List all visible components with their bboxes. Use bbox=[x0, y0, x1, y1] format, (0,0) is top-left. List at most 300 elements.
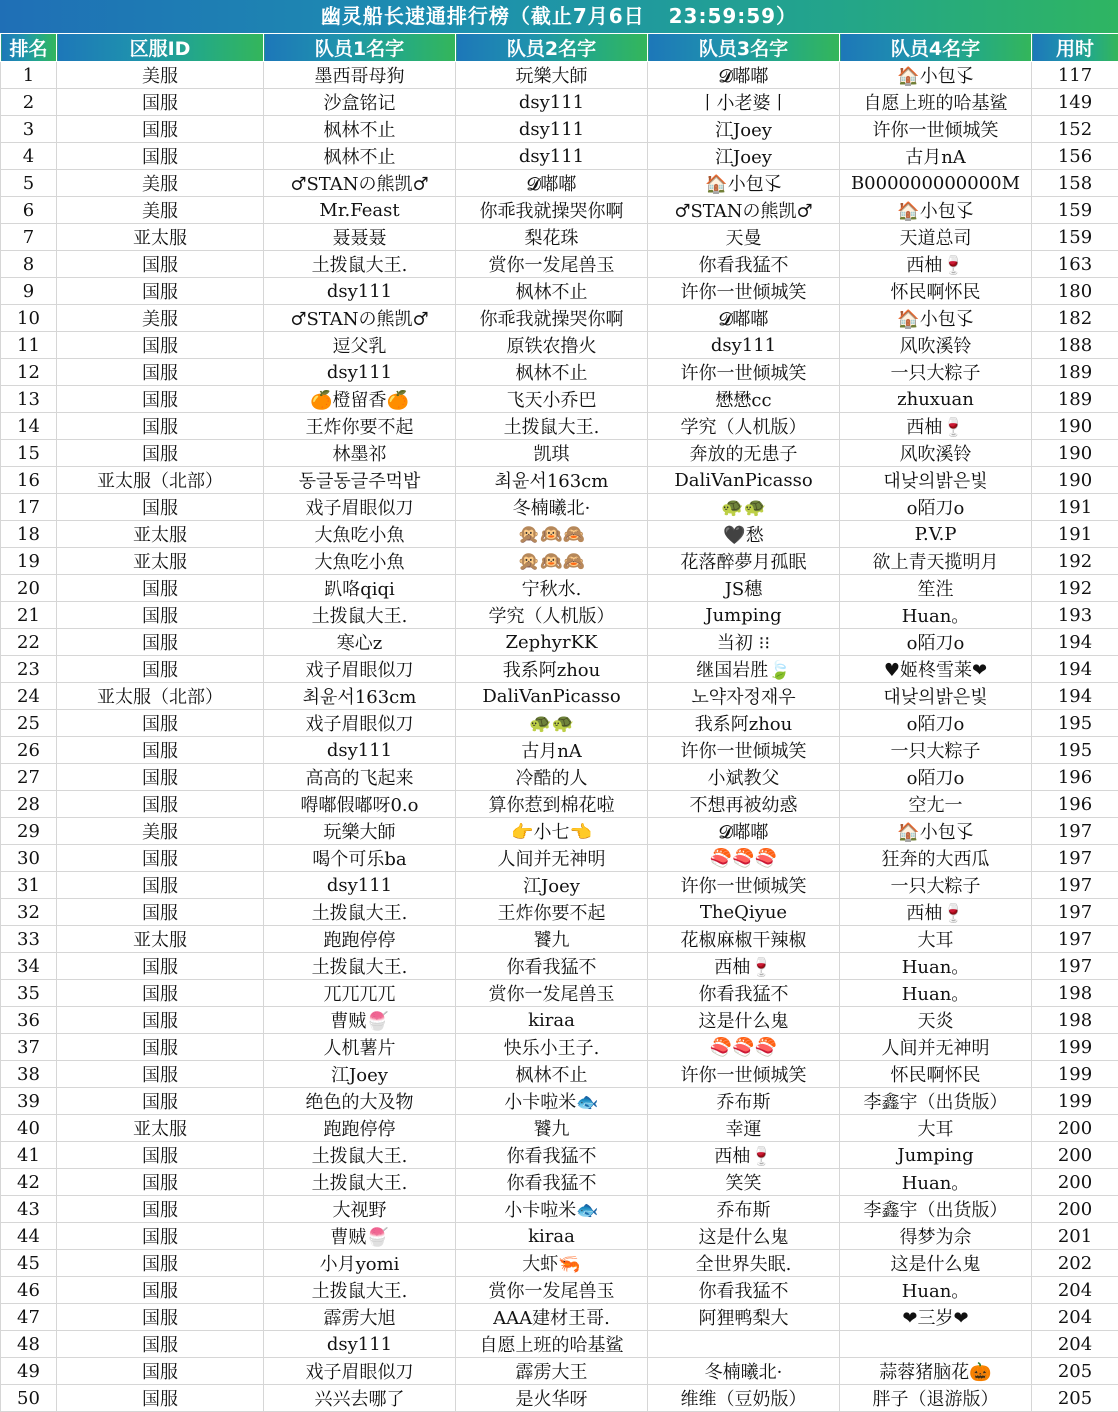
region-cell[interactable]: 亚太服（北部） bbox=[57, 467, 264, 494]
rank-cell[interactable]: 18 bbox=[1, 521, 57, 548]
member4-cell[interactable]: o陌刀o bbox=[840, 764, 1032, 791]
time-cell[interactable]: 198 bbox=[1032, 1007, 1118, 1034]
rank-cell[interactable]: 22 bbox=[1, 629, 57, 656]
member3-cell[interactable]: 当初 ⁝⁝ bbox=[648, 629, 840, 656]
member1-cell[interactable]: 兀兀兀兀 bbox=[264, 980, 456, 1007]
member4-cell[interactable]: Huan。 bbox=[840, 1277, 1032, 1304]
member4-cell[interactable]: 🏠小包孓 bbox=[840, 818, 1032, 845]
member3-cell[interactable]: 小斌教父 bbox=[648, 764, 840, 791]
member3-cell[interactable]: 西柚🍷 bbox=[648, 953, 840, 980]
region-cell[interactable]: 国服 bbox=[57, 494, 264, 521]
member1-cell[interactable]: 趴咯qiqi bbox=[264, 575, 456, 602]
table-row[interactable] bbox=[1, 629, 1118, 656]
rank-cell[interactable]: 11 bbox=[1, 332, 57, 359]
rank-cell[interactable]: 2 bbox=[1, 89, 57, 116]
member4-cell[interactable]: 自愿上班的哈基鲨 bbox=[840, 89, 1032, 116]
rank-cell[interactable]: 15 bbox=[1, 440, 57, 467]
member1-cell[interactable]: 戏子眉眼似刀 bbox=[264, 1358, 456, 1385]
member1-cell[interactable]: dsy111 bbox=[264, 737, 456, 764]
rank-cell[interactable]: 32 bbox=[1, 899, 57, 926]
member2-cell[interactable]: 赏你一发尾兽玉 bbox=[456, 251, 648, 278]
region-cell[interactable]: 国服 bbox=[57, 1223, 264, 1250]
member3-cell[interactable]: 🍣🍣🍣 bbox=[648, 1034, 840, 1061]
rank-cell[interactable]: 28 bbox=[1, 791, 57, 818]
member3-cell[interactable]: 江Joey bbox=[648, 143, 840, 170]
region-cell[interactable]: 国服 bbox=[57, 359, 264, 386]
table-row[interactable] bbox=[1, 143, 1118, 170]
table-row[interactable] bbox=[1, 224, 1118, 251]
member4-cell[interactable]: zhuxuan bbox=[840, 386, 1032, 413]
member2-cell[interactable]: 你看我猛不 bbox=[456, 953, 648, 980]
member3-cell[interactable]: 阿狸鸭梨大 bbox=[648, 1304, 840, 1331]
member4-cell[interactable]: o陌刀o bbox=[840, 494, 1032, 521]
member1-cell[interactable]: 土拨鼠大王. bbox=[264, 899, 456, 926]
time-cell[interactable]: 198 bbox=[1032, 980, 1118, 1007]
member1-cell[interactable]: 土拨鼠大王. bbox=[264, 953, 456, 980]
region-cell[interactable]: 国服 bbox=[57, 629, 264, 656]
member1-cell[interactable]: ♂STANの熊凯♂ bbox=[264, 170, 456, 197]
member4-cell[interactable]: 李鑫宇（出货版） bbox=[840, 1088, 1032, 1115]
rank-cell[interactable]: 24 bbox=[1, 683, 57, 710]
member2-cell[interactable]: 你看我猛不 bbox=[456, 1169, 648, 1196]
member1-cell[interactable]: 大视野 bbox=[264, 1196, 456, 1223]
member2-cell[interactable]: 冷酷的人 bbox=[456, 764, 648, 791]
member4-cell[interactable]: Huan。 bbox=[840, 1169, 1032, 1196]
member2-cell[interactable]: ZephyrKK bbox=[456, 629, 648, 656]
member2-cell[interactable]: 江Joey bbox=[456, 872, 648, 899]
member3-cell[interactable]: 🐢🐢 bbox=[648, 494, 840, 521]
member2-cell[interactable]: 王炸你要不起 bbox=[456, 899, 648, 926]
member3-cell[interactable]: 我系阿zhou bbox=[648, 710, 840, 737]
member3-cell[interactable]: 维维（豆奶版） bbox=[648, 1385, 840, 1412]
rank-cell[interactable]: 33 bbox=[1, 926, 57, 953]
member3-cell[interactable]: Jumping bbox=[648, 602, 840, 629]
time-cell[interactable]: 199 bbox=[1032, 1034, 1118, 1061]
rank-cell[interactable]: 9 bbox=[1, 278, 57, 305]
member4-cell[interactable]: 这是什么鬼 bbox=[840, 1250, 1032, 1277]
region-cell[interactable]: 国服 bbox=[57, 953, 264, 980]
rank-cell[interactable]: 27 bbox=[1, 764, 57, 791]
time-cell[interactable]: 163 bbox=[1032, 251, 1118, 278]
member1-cell[interactable]: 跑跑停停 bbox=[264, 1115, 456, 1142]
table-row[interactable] bbox=[1, 737, 1118, 764]
member3-cell[interactable]: 许你一世倾城笑 bbox=[648, 278, 840, 305]
member3-cell[interactable]: 冬楠曦北· bbox=[648, 1358, 840, 1385]
table-row[interactable] bbox=[1, 845, 1118, 872]
region-cell[interactable]: 国服 bbox=[57, 1034, 264, 1061]
member4-cell[interactable]: 🏠小包孓 bbox=[840, 62, 1032, 89]
member1-cell[interactable]: 土拨鼠大王. bbox=[264, 251, 456, 278]
region-cell[interactable]: 亚太服 bbox=[57, 224, 264, 251]
member1-cell[interactable]: 曹贼🍧 bbox=[264, 1007, 456, 1034]
member4-cell[interactable]: o陌刀o bbox=[840, 710, 1032, 737]
member2-cell[interactable]: 枫林不止 bbox=[456, 359, 648, 386]
member1-cell[interactable]: 王炸你要不起 bbox=[264, 413, 456, 440]
table-row[interactable] bbox=[1, 575, 1118, 602]
region-cell[interactable]: 国服 bbox=[57, 1007, 264, 1034]
member1-cell[interactable]: 高高的飞起来 bbox=[264, 764, 456, 791]
table-row[interactable] bbox=[1, 197, 1118, 224]
member2-cell[interactable]: 枫林不止 bbox=[456, 278, 648, 305]
region-cell[interactable]: 国服 bbox=[57, 440, 264, 467]
rank-cell[interactable]: 5 bbox=[1, 170, 57, 197]
time-cell[interactable]: 159 bbox=[1032, 197, 1118, 224]
member2-cell[interactable]: 古月nA bbox=[456, 737, 648, 764]
member2-cell[interactable]: 小卡啦米🐟 bbox=[456, 1196, 648, 1223]
member3-cell[interactable]: JS穗 bbox=[648, 575, 840, 602]
member2-cell[interactable]: 你看我猛不 bbox=[456, 1142, 648, 1169]
time-cell[interactable]: 189 bbox=[1032, 386, 1118, 413]
time-cell[interactable]: 200 bbox=[1032, 1142, 1118, 1169]
table-row[interactable] bbox=[1, 413, 1118, 440]
region-cell[interactable]: 国服 bbox=[57, 899, 264, 926]
table-row[interactable] bbox=[1, 710, 1118, 737]
member1-cell[interactable]: 林墨祁 bbox=[264, 440, 456, 467]
member4-cell[interactable]: Huan。 bbox=[840, 602, 1032, 629]
region-cell[interactable]: 国服 bbox=[57, 143, 264, 170]
table-row[interactable] bbox=[1, 386, 1118, 413]
table-row[interactable] bbox=[1, 1196, 1118, 1223]
region-cell[interactable]: 国服 bbox=[57, 656, 264, 683]
region-cell[interactable]: 国服 bbox=[57, 89, 264, 116]
member2-cell[interactable]: 自愿上班的哈基鲨 bbox=[456, 1331, 648, 1358]
rank-cell[interactable]: 26 bbox=[1, 737, 57, 764]
rank-cell[interactable]: 35 bbox=[1, 980, 57, 1007]
rank-cell[interactable]: 12 bbox=[1, 359, 57, 386]
member1-cell[interactable]: 寒心z bbox=[264, 629, 456, 656]
region-cell[interactable]: 国服 bbox=[57, 1142, 264, 1169]
member3-cell[interactable]: 西柚🍷 bbox=[648, 1142, 840, 1169]
member2-cell[interactable]: dsy111 bbox=[456, 116, 648, 143]
rank-cell[interactable]: 8 bbox=[1, 251, 57, 278]
rank-cell[interactable]: 23 bbox=[1, 656, 57, 683]
rank-cell[interactable]: 36 bbox=[1, 1007, 57, 1034]
member3-cell[interactable]: 这是什么鬼 bbox=[648, 1007, 840, 1034]
rank-cell[interactable]: 10 bbox=[1, 305, 57, 332]
member3-cell[interactable]: 不想再被幼惑 bbox=[648, 791, 840, 818]
member3-cell[interactable]: 许你一世倾城笑 bbox=[648, 872, 840, 899]
region-cell[interactable]: 国服 bbox=[57, 386, 264, 413]
rank-cell[interactable]: 16 bbox=[1, 467, 57, 494]
member4-cell[interactable]: 天道总司 bbox=[840, 224, 1032, 251]
rank-cell[interactable]: 46 bbox=[1, 1277, 57, 1304]
member2-cell[interactable]: dsy111 bbox=[456, 89, 648, 116]
member2-cell[interactable]: 𝓓嘟嘟 bbox=[456, 170, 648, 197]
rank-cell[interactable]: 38 bbox=[1, 1061, 57, 1088]
member1-cell[interactable]: 戏子眉眼似刀 bbox=[264, 710, 456, 737]
time-cell[interactable]: 196 bbox=[1032, 764, 1118, 791]
table-row[interactable] bbox=[1, 872, 1118, 899]
region-cell[interactable]: 国服 bbox=[57, 845, 264, 872]
member2-cell[interactable]: 枫林不止 bbox=[456, 1061, 648, 1088]
member3-cell[interactable]: 你看我猛不 bbox=[648, 1277, 840, 1304]
table-row[interactable] bbox=[1, 602, 1118, 629]
time-cell[interactable]: 199 bbox=[1032, 1088, 1118, 1115]
member1-cell[interactable]: 小月yomi bbox=[264, 1250, 456, 1277]
member4-cell[interactable]: 대낮의밝은빛 bbox=[840, 467, 1032, 494]
member3-cell[interactable]: DaliVanPicasso bbox=[648, 467, 840, 494]
time-cell[interactable]: 180 bbox=[1032, 278, 1118, 305]
member4-cell[interactable]: 大耳 bbox=[840, 926, 1032, 953]
region-cell[interactable]: 国服 bbox=[57, 791, 264, 818]
region-cell[interactable]: 美服 bbox=[57, 818, 264, 845]
table-row[interactable] bbox=[1, 332, 1118, 359]
member4-cell[interactable]: 蒜蓉猪脑花🎃 bbox=[840, 1358, 1032, 1385]
member2-cell[interactable]: 土拨鼠大王. bbox=[456, 413, 648, 440]
table-row[interactable] bbox=[1, 1034, 1118, 1061]
table-row[interactable] bbox=[1, 764, 1118, 791]
member4-cell[interactable]: o陌刀o bbox=[840, 629, 1032, 656]
member1-cell[interactable]: dsy111 bbox=[264, 359, 456, 386]
member4-cell[interactable]: 许你一世倾城笑 bbox=[840, 116, 1032, 143]
member2-cell[interactable]: AAA建材王哥. bbox=[456, 1304, 648, 1331]
time-cell[interactable]: 188 bbox=[1032, 332, 1118, 359]
rank-cell[interactable]: 34 bbox=[1, 953, 57, 980]
region-cell[interactable]: 国服 bbox=[57, 1331, 264, 1358]
rank-cell[interactable]: 21 bbox=[1, 602, 57, 629]
rank-cell[interactable]: 29 bbox=[1, 818, 57, 845]
member3-cell[interactable]: 全世界失眠. bbox=[648, 1250, 840, 1277]
member1-cell[interactable]: 大魚吃小魚 bbox=[264, 521, 456, 548]
time-cell[interactable]: 159 bbox=[1032, 224, 1118, 251]
member2-cell[interactable]: 你乖我就操哭你啊 bbox=[456, 305, 648, 332]
rank-cell[interactable]: 44 bbox=[1, 1223, 57, 1250]
table-row[interactable] bbox=[1, 683, 1118, 710]
member1-cell[interactable]: ♂STANの熊凯♂ bbox=[264, 305, 456, 332]
header-member3-name[interactable]: 队员3名字 bbox=[648, 34, 840, 62]
table-row[interactable] bbox=[1, 116, 1118, 143]
region-cell[interactable]: 美服 bbox=[57, 305, 264, 332]
time-cell[interactable]: 190 bbox=[1032, 467, 1118, 494]
region-cell[interactable]: 国服 bbox=[57, 575, 264, 602]
member3-cell[interactable] bbox=[648, 1331, 840, 1358]
table-row[interactable] bbox=[1, 521, 1118, 548]
time-cell[interactable]: 196 bbox=[1032, 791, 1118, 818]
time-cell[interactable]: 205 bbox=[1032, 1358, 1118, 1385]
member1-cell[interactable]: 최윤서163cm bbox=[264, 683, 456, 710]
region-cell[interactable]: 国服 bbox=[57, 872, 264, 899]
member2-cell[interactable]: 霹雳大王 bbox=[456, 1358, 648, 1385]
member1-cell[interactable]: 曹贼🍧 bbox=[264, 1223, 456, 1250]
member2-cell[interactable]: 🙊🙉🙈 bbox=[456, 521, 648, 548]
member2-cell[interactable]: 飞天小乔巴 bbox=[456, 386, 648, 413]
time-cell[interactable]: 200 bbox=[1032, 1115, 1118, 1142]
member4-cell[interactable]: P.V.P bbox=[840, 521, 1032, 548]
member4-cell[interactable]: ♥姬柊雪莱❤ bbox=[840, 656, 1032, 683]
time-cell[interactable]: 194 bbox=[1032, 656, 1118, 683]
member4-cell[interactable]: 西柚🍷 bbox=[840, 413, 1032, 440]
member4-cell[interactable]: 西柚🍷 bbox=[840, 899, 1032, 926]
time-cell[interactable]: 191 bbox=[1032, 521, 1118, 548]
table-row[interactable] bbox=[1, 1304, 1118, 1331]
member1-cell[interactable]: 喝个可乐ba bbox=[264, 845, 456, 872]
member4-cell[interactable]: B000000000000M bbox=[840, 170, 1032, 197]
header-member1-name[interactable]: 队员1名字 bbox=[264, 34, 456, 62]
member4-cell[interactable]: 风吹溪铃 bbox=[840, 332, 1032, 359]
member2-cell[interactable]: 최윤서163cm bbox=[456, 467, 648, 494]
member1-cell[interactable]: 大魚吃小魚 bbox=[264, 548, 456, 575]
time-cell[interactable]: 201 bbox=[1032, 1223, 1118, 1250]
region-cell[interactable]: 国服 bbox=[57, 602, 264, 629]
member3-cell[interactable]: 乔布斯 bbox=[648, 1088, 840, 1115]
rank-cell[interactable]: 17 bbox=[1, 494, 57, 521]
member2-cell[interactable]: 算你惹到棉花啦 bbox=[456, 791, 648, 818]
table-row[interactable] bbox=[1, 1169, 1118, 1196]
time-cell[interactable]: 190 bbox=[1032, 413, 1118, 440]
member4-cell[interactable]: Huan。 bbox=[840, 953, 1032, 980]
table-row[interactable] bbox=[1, 1277, 1118, 1304]
time-cell[interactable]: 197 bbox=[1032, 818, 1118, 845]
member4-cell[interactable]: 🏠小包孓 bbox=[840, 197, 1032, 224]
member1-cell[interactable]: 枫林不止 bbox=[264, 116, 456, 143]
table-row[interactable] bbox=[1, 1358, 1118, 1385]
rank-cell[interactable]: 49 bbox=[1, 1358, 57, 1385]
member4-cell[interactable]: 人间并无神明 bbox=[840, 1034, 1032, 1061]
member3-cell[interactable]: 这是什么鬼 bbox=[648, 1223, 840, 1250]
region-cell[interactable]: 国服 bbox=[57, 332, 264, 359]
member2-cell[interactable]: dsy111 bbox=[456, 143, 648, 170]
member3-cell[interactable]: 天曼 bbox=[648, 224, 840, 251]
table-row[interactable] bbox=[1, 1385, 1118, 1412]
rank-cell[interactable]: 45 bbox=[1, 1250, 57, 1277]
member4-cell[interactable]: 怀民啊怀民 bbox=[840, 278, 1032, 305]
member1-cell[interactable]: 동글동글주먹밥 bbox=[264, 467, 456, 494]
time-cell[interactable]: 189 bbox=[1032, 359, 1118, 386]
member2-cell[interactable]: 快乐小王子. bbox=[456, 1034, 648, 1061]
member1-cell[interactable]: 🍊橙留香🍊 bbox=[264, 386, 456, 413]
member3-cell[interactable]: 花椒麻椒干辣椒 bbox=[648, 926, 840, 953]
member3-cell[interactable]: TheQiyue bbox=[648, 899, 840, 926]
member2-cell[interactable]: 梨花珠 bbox=[456, 224, 648, 251]
member1-cell[interactable]: 戏子眉眼似刀 bbox=[264, 656, 456, 683]
region-cell[interactable]: 国服 bbox=[57, 980, 264, 1007]
member1-cell[interactable]: Mr.Feast bbox=[264, 197, 456, 224]
region-cell[interactable]: 国服 bbox=[57, 278, 264, 305]
region-cell[interactable]: 国服 bbox=[57, 1196, 264, 1223]
rank-cell[interactable]: 50 bbox=[1, 1385, 57, 1412]
rank-cell[interactable]: 3 bbox=[1, 116, 57, 143]
member3-cell[interactable]: 江Joey bbox=[648, 116, 840, 143]
member4-cell[interactable]: 得梦为佘 bbox=[840, 1223, 1032, 1250]
time-cell[interactable]: 152 bbox=[1032, 116, 1118, 143]
region-cell[interactable]: 美服 bbox=[57, 170, 264, 197]
table-row[interactable] bbox=[1, 953, 1118, 980]
member4-cell[interactable]: 대낮의밝은빛 bbox=[840, 683, 1032, 710]
time-cell[interactable]: 158 bbox=[1032, 170, 1118, 197]
region-cell[interactable]: 亚太服 bbox=[57, 521, 264, 548]
region-cell[interactable]: 国服 bbox=[57, 1277, 264, 1304]
member1-cell[interactable]: 人机薯片 bbox=[264, 1034, 456, 1061]
member1-cell[interactable]: 土拨鼠大王. bbox=[264, 602, 456, 629]
member2-cell[interactable]: 🙊🙉🙈 bbox=[456, 548, 648, 575]
member2-cell[interactable]: kiraa bbox=[456, 1007, 648, 1034]
table-row[interactable] bbox=[1, 251, 1118, 278]
table-row[interactable] bbox=[1, 170, 1118, 197]
member1-cell[interactable]: 江Joey bbox=[264, 1061, 456, 1088]
member2-cell[interactable]: 你乖我就操哭你啊 bbox=[456, 197, 648, 224]
time-cell[interactable]: 199 bbox=[1032, 1061, 1118, 1088]
member3-cell[interactable]: 你看我猛不 bbox=[648, 980, 840, 1007]
member3-cell[interactable]: 𝓓嘟嘟 bbox=[648, 818, 840, 845]
region-cell[interactable]: 亚太服（北部） bbox=[57, 683, 264, 710]
member3-cell[interactable]: 笑笑 bbox=[648, 1169, 840, 1196]
member4-cell[interactable]: Huan。 bbox=[840, 980, 1032, 1007]
member1-cell[interactable]: 跑跑停停 bbox=[264, 926, 456, 953]
member4-cell[interactable]: 胖子（退游版） bbox=[840, 1385, 1032, 1412]
member2-cell[interactable]: 冬楠曦北· bbox=[456, 494, 648, 521]
member4-cell[interactable]: 大耳 bbox=[840, 1115, 1032, 1142]
rank-cell[interactable]: 43 bbox=[1, 1196, 57, 1223]
table-row[interactable] bbox=[1, 980, 1118, 1007]
member4-cell[interactable]: 空尢一 bbox=[840, 791, 1032, 818]
member1-cell[interactable]: 土拨鼠大王. bbox=[264, 1142, 456, 1169]
table-row[interactable] bbox=[1, 1007, 1118, 1034]
member4-cell[interactable]: 西柚🍷 bbox=[840, 251, 1032, 278]
rank-cell[interactable]: 39 bbox=[1, 1088, 57, 1115]
member3-cell[interactable]: 🏠小包孓 bbox=[648, 170, 840, 197]
member4-cell[interactable]: ❤三岁❤ bbox=[840, 1304, 1032, 1331]
rank-cell[interactable]: 30 bbox=[1, 845, 57, 872]
time-cell[interactable]: 195 bbox=[1032, 737, 1118, 764]
time-cell[interactable]: 204 bbox=[1032, 1277, 1118, 1304]
member1-cell[interactable]: dsy111 bbox=[264, 1331, 456, 1358]
region-cell[interactable]: 国服 bbox=[57, 1304, 264, 1331]
region-cell[interactable]: 国服 bbox=[57, 251, 264, 278]
member2-cell[interactable]: 赏你一发尾兽玉 bbox=[456, 980, 648, 1007]
time-cell[interactable]: 200 bbox=[1032, 1196, 1118, 1223]
member1-cell[interactable]: 聂聂聂 bbox=[264, 224, 456, 251]
table-row[interactable] bbox=[1, 656, 1118, 683]
member1-cell[interactable]: dsy111 bbox=[264, 872, 456, 899]
member1-cell[interactable]: 沙盒铭记 bbox=[264, 89, 456, 116]
region-cell[interactable]: 国服 bbox=[57, 1358, 264, 1385]
member3-cell[interactable]: 许你一世倾城笑 bbox=[648, 737, 840, 764]
member2-cell[interactable]: 赏你一发尾兽玉 bbox=[456, 1277, 648, 1304]
member1-cell[interactable]: 枫林不止 bbox=[264, 143, 456, 170]
rank-cell[interactable]: 19 bbox=[1, 548, 57, 575]
time-cell[interactable]: 190 bbox=[1032, 440, 1118, 467]
region-cell[interactable]: 国服 bbox=[57, 1169, 264, 1196]
region-cell[interactable]: 国服 bbox=[57, 710, 264, 737]
member3-cell[interactable]: 许你一世倾城笑 bbox=[648, 359, 840, 386]
member3-cell[interactable]: 𝓓嘟嘟 bbox=[648, 62, 840, 89]
member4-cell[interactable]: 🏠小包孓 bbox=[840, 305, 1032, 332]
table-row[interactable] bbox=[1, 926, 1118, 953]
time-cell[interactable]: 204 bbox=[1032, 1331, 1118, 1358]
member3-cell[interactable]: 丨小老婆丨 bbox=[648, 89, 840, 116]
member3-cell[interactable]: 继国岩胜🍃 bbox=[648, 656, 840, 683]
member2-cell[interactable]: 👉小七👈 bbox=[456, 818, 648, 845]
member2-cell[interactable]: 玩樂大師 bbox=[456, 62, 648, 89]
rank-cell[interactable]: 4 bbox=[1, 143, 57, 170]
member2-cell[interactable]: 宁秋水. bbox=[456, 575, 648, 602]
member4-cell[interactable]: 一只大粽子 bbox=[840, 359, 1032, 386]
rank-cell[interactable]: 6 bbox=[1, 197, 57, 224]
member4-cell[interactable]: 欲上青天揽明月 bbox=[840, 548, 1032, 575]
member3-cell[interactable]: 𝓓嘟嘟 bbox=[648, 305, 840, 332]
region-cell[interactable]: 亚太服 bbox=[57, 548, 264, 575]
member4-cell[interactable]: 一只大粽子 bbox=[840, 737, 1032, 764]
table-row[interactable] bbox=[1, 548, 1118, 575]
table-row[interactable] bbox=[1, 278, 1118, 305]
member3-cell[interactable]: 幸運 bbox=[648, 1115, 840, 1142]
rank-cell[interactable]: 47 bbox=[1, 1304, 57, 1331]
time-cell[interactable]: 156 bbox=[1032, 143, 1118, 170]
time-cell[interactable]: 195 bbox=[1032, 710, 1118, 737]
member1-cell[interactable]: 土拨鼠大王. bbox=[264, 1277, 456, 1304]
member1-cell[interactable]: 墨西哥母狗 bbox=[264, 62, 456, 89]
time-cell[interactable]: 182 bbox=[1032, 305, 1118, 332]
